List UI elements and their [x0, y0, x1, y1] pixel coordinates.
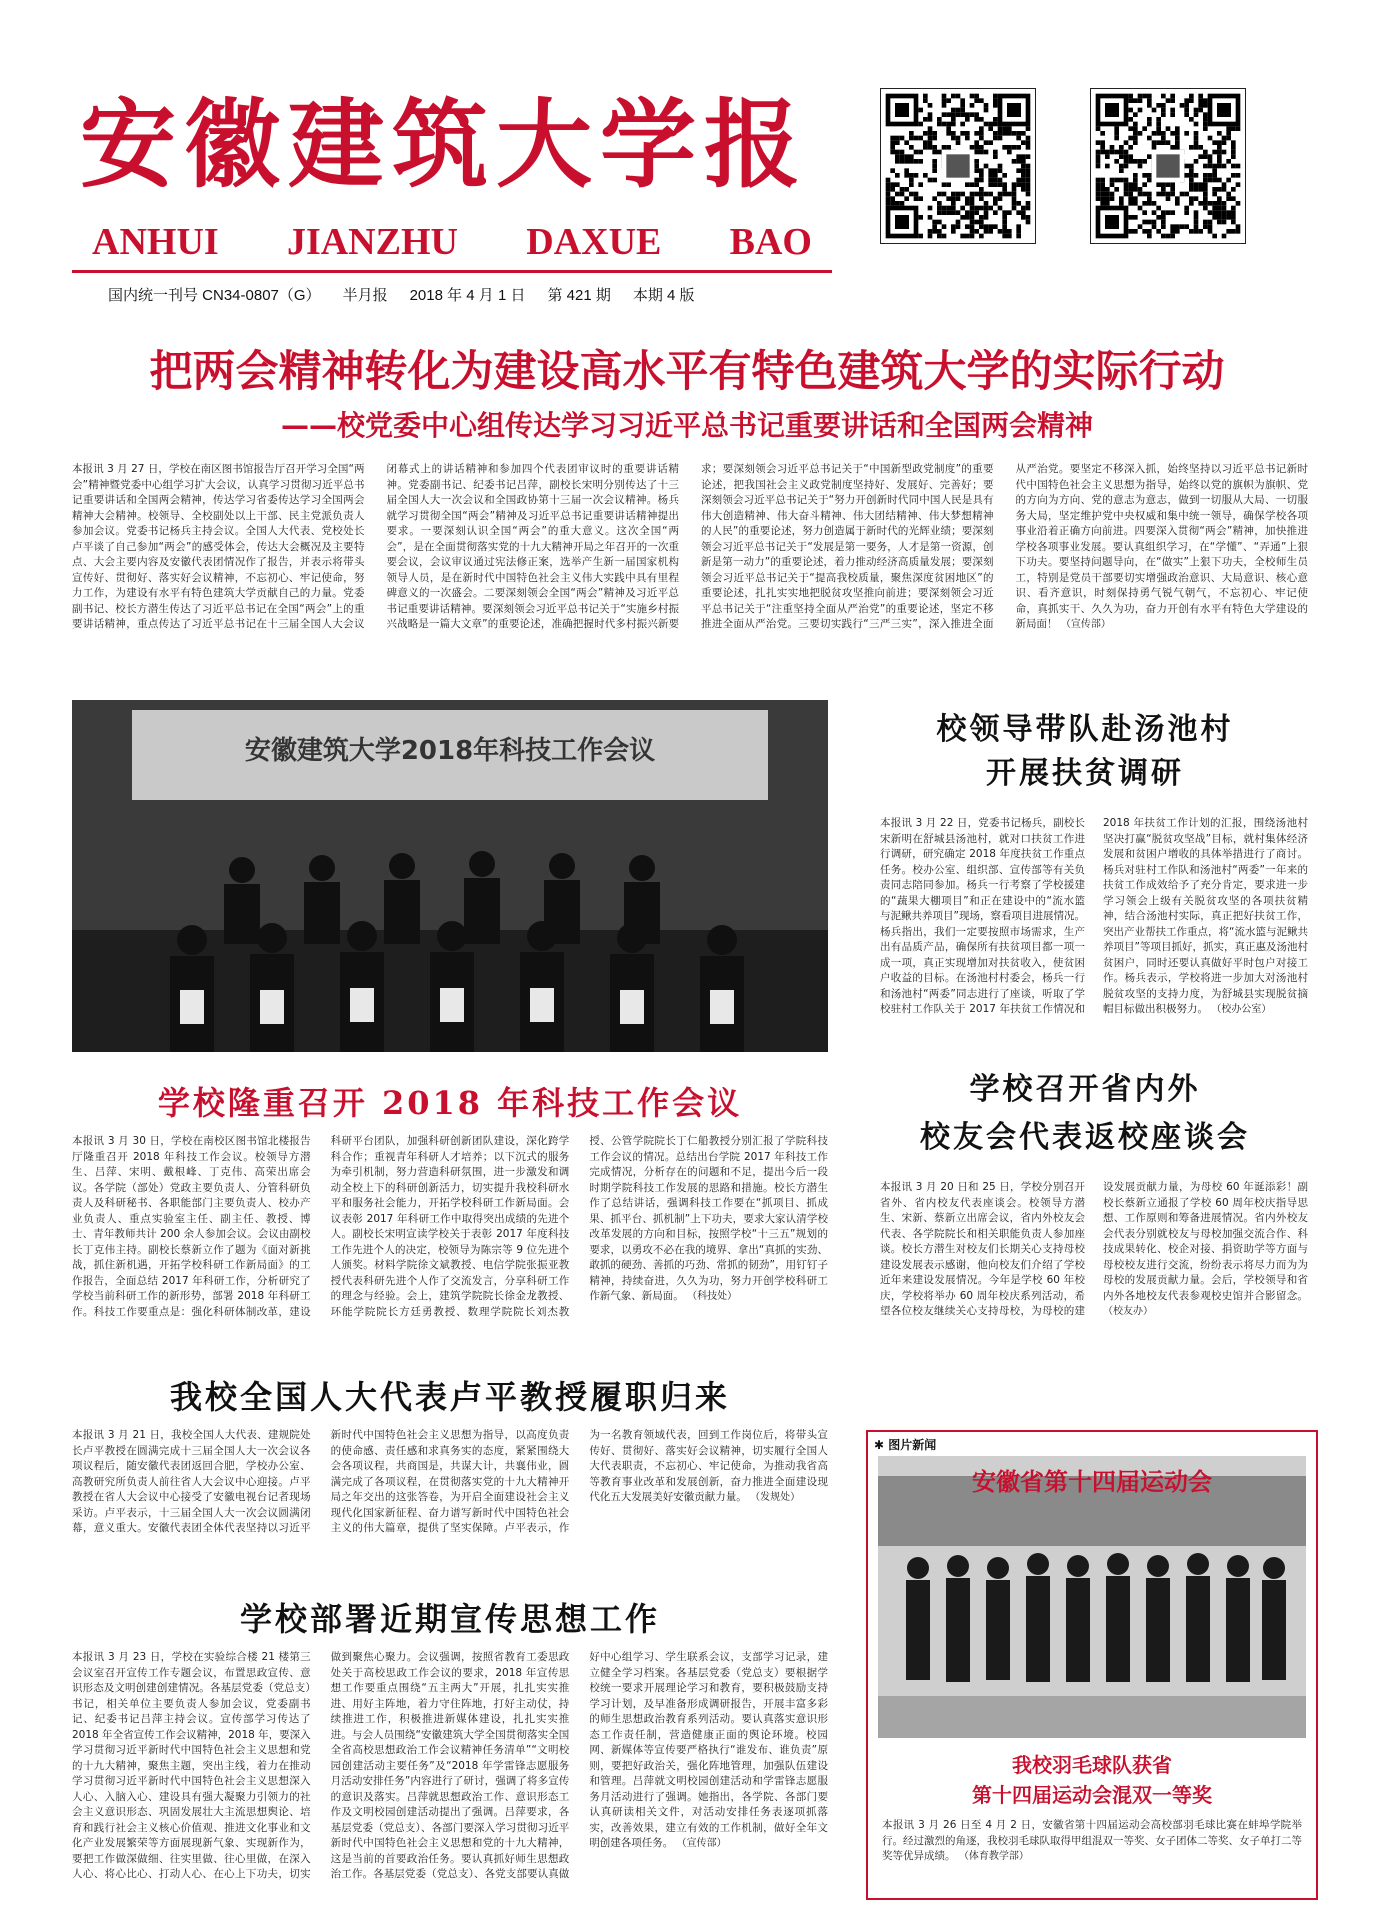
article-sign: （体育教学部） — [958, 1851, 1029, 1862]
article-title — [860, 1066, 1310, 1162]
issue-number: 第 421 期 — [547, 287, 611, 304]
article-body: 本报讯 3 月 22 日，党委书记杨兵，副校长宋新明在舒城县汤池村，就对口扶贫工作进行调研，研究确定 2018 年度扶贫工作重点任务。校办公室、组织部、宣传部等有关负责同志陪同参加。杨兵一行考察了学校援建的“蔬果大棚项目”和正在建设中的“流水篮与泥鳅共养项目”现场，察看项目进展情况。杨兵指出，我们一定要按照市场需求，生产出有品质产品，确保所有扶贫项目都一项一成一项，真正实现增加对扶贫收入，使贫困户收益的目标。在汤池村村委会，杨兵一行和汤池村“两委”同志进行了座谈，听取了学校驻村工作队关于 2017 年扶贫工作情况和 2018 年扶贫工作计划的汇报，围绕汤池村坚决打赢“脱贫攻坚战”目标，就村集体经济发展和贫困户增收的具体举措进行了商讨。杨兵对驻村工作队和汤池村“两委”一年来的扶贫工作成效给予了充分肯定，要求进一步学习领会上级有关脱贫攻坚的各项扶贫精神，结合汤池村实际，真正把好扶贫工作，突出产业帮扶工作重点，将“流水篮与泥鳅共养项目”等项目抓好，抓实，真正惠及汤池村贫困户，同时还要认真做好平时包户对接工作。杨兵表示，学校将进一步加大对汤池村脱贫攻坚的支持力度，为舒城县实现脱贫摘帽目标做出积极努力。 — [880, 817, 1308, 1015]
masthead — [80, 90, 840, 210]
npc-article — [72, 1428, 828, 1574]
newspaper-pinyin — [92, 220, 812, 264]
issue-serial: 国内统一刊号 CN34-0807（G） — [108, 287, 321, 304]
publicity-article — [72, 1650, 828, 1896]
photo-news-tag: ✱ 图片新闻 — [874, 1438, 937, 1452]
title-line: 校友会代表返校座谈会 — [920, 1120, 1250, 1155]
title-line: 第十四届运动会混双一等奖 — [972, 1783, 1212, 1807]
article-sign: （宣传部） — [676, 1838, 727, 1849]
issue-info — [108, 284, 828, 305]
issue-pages: 本期 4 版 — [632, 287, 695, 304]
article-body: 本报讯 3 月 20 日和 25 日，学校分别召开省外、省内校友代表座谈会。校领导方潜生、宋新、蔡新立出席会议，省内外校友会代表、各学院院长和相关职能负责人参加座谈。校长方潜生对校友们长期关心支持母校建设发展表示感谢，他向校友们介绍了学校近年来建设发展情况。今年是学校 60 年校庆，学校将举办 60 周年校庆系列活动，希望各位校友继续关心支持母校，为母校的建设发展贡献力量，为母校 60 年诞添彩！副校长蔡新立通报了学校 60 周年校庆指导思想、工作原则和筹备进展情况。省内外校友会代表分别就校友与母校加强交流合作、科技成果转化、校企对接、捐资助学等方面与母校校友进行交流，纷纷表示将尽力而为为母校的发展贡献力量。会后，学校领导和省内外各地校友代表参观校史馆并合影留念。 — [880, 1181, 1308, 1317]
title-line: 开展扶贫调研 — [986, 756, 1184, 791]
photo-banner-text: 安徽建筑大学2018年科技工作会议 — [244, 736, 656, 766]
pinyin-word: BAO — [729, 221, 812, 263]
main-headline: 把两会精神转化为建设高水平有特色建筑大学的实际行动 — [149, 347, 1225, 397]
qr-code-icon — [880, 88, 1036, 244]
article-sign: （科技处） — [687, 1291, 738, 1302]
article-sign: （校办公室） — [1211, 1004, 1272, 1015]
issue-date: 2018 年 4 月 1 日 — [409, 287, 526, 304]
issue-frequency: 半月报 — [342, 287, 388, 304]
article-title: 学校隆重召开 2018 年科技工作会议 — [157, 1084, 743, 1122]
newspaper-title: 安徽建筑大学报 — [80, 88, 808, 201]
photo-news-title — [878, 1750, 1306, 1810]
article-body: 本报讯 3 月 23 日，学校在实验综合楼 21 楼第三会议室召开宣传工作专题会议，布置思政宣传、意识形态及文明创建创建情况。各基层党委（党总支）书记，相关单位主要负责人参加会议，党委副书记、纪委书记吕萍主持会议。宣传部学习传达了 2018 年全省宣传工作会议精神，2018 年，要深入学习贯彻习近平新时代中国特色社会主义思想和党的十九大精神，聚焦主题，突出主线，着力在推动学习贯彻习近平新时代中国特色社会主义思想深入人心、入脑入心、建设具有强大凝聚力引领力的社会主义意识形态、巩固发展壮大主流思想舆论、培育和践行社会主义核心价值观、推进文化事业和文化产业发展繁荣等方面展现新气象、实现新作为，要把工作做深做细、往实里做、往心里做，在深入人心、将心比心、打动人心、在心上下功夫，切实做到聚焦心聚力。会议强调，按照省教育工委思政处关于高校思政工作会议的要求，2018 年宣传思想工作要重点围绕“五主两大”开展，扎扎实实推进、用好主阵地，着力守住阵地，打好主动仗，持续推进工作，积极推进新媒体建设，扎扎实实推进。与会人员围绕“安徽建筑大学全国贯彻落实全国全省高校思想政治工作会议精神任务清单”“文明校园创建活动主要任务”及“2018 年学雷锋志愿服务月活动安排任务”内容进行了研讨，强调了将多宣传的意识及落实。吕萍就思想政治工作、意识形态工作及文明校园创建活动提出了强调。吕萍要求，各基层党委（党总支）、各部门要深入学习贯彻习近平新时代中国特色社会主义思想和党的十九大精神，这是当前的首要政治任务。要认真抓好师生思想政治工作。各基层党委（党总支）、各党支部要认真做好中心组学习、学生联系会议，支部学习记录，建立健全学习档案。各基层党委（党总支）要根据学校统一要求开展理论学习和教育，要积极鼓励支持学习计划，及早准备形成调研报告，开展丰富多彩的师生思想政治教育系列活动。要认真落实意识形态工作责任制，营造健康正面的舆论环境。校园网、新媒体等宣传要严格执行“谁发布、谁负责”原则，要把好政治关，强化阵地管理，加强队伍建设和管理。吕萍就文明校园创建活动和学雷锋志愿服务月活动进行了强调。她指出，各学院、各部门要认真研读相关文件，对活动安排任务表逐项抓落实，改善效果，建立有效的工作机制，做好全年文明创建各项任务。 — [72, 1651, 828, 1880]
article-sign: （校友办） — [1103, 1306, 1153, 1317]
masthead-rule — [72, 270, 832, 273]
title-line: 校领导带队赴汤池村 — [936, 712, 1234, 747]
article-sign: （宣传部） — [1060, 619, 1111, 630]
conference-photo — [72, 700, 828, 1052]
title-line: 我校羽毛球队获省 — [1012, 1753, 1172, 1777]
camera-icon: ✱ — [874, 1438, 885, 1452]
tech-article — [72, 1134, 828, 1356]
qr-code-icon — [1090, 88, 1246, 244]
article-body: 本报讯 3 月 26 日至 4 月 2 日，安徽省第十四届运动会高校部羽毛球比赛在蚌埠学院举行。经过激烈的角逐，我校羽毛球队取得甲组混双一等奖、女子团体二等奖、女子单打二等奖等优异成绩。 — [882, 1819, 1302, 1862]
pinyin-word: ANHUI — [92, 221, 219, 263]
poverty-article — [880, 816, 1308, 1056]
photo-news-body — [882, 1818, 1302, 1890]
main-subheadline: ——校党委中心组传达学习习近平总书记重要讲话和全国两会精神 — [280, 409, 1093, 442]
photo-banner-text: 安徽省第十四届运动会 — [972, 1467, 1212, 1496]
pinyin-word: JIANZHU — [286, 221, 458, 263]
pinyin-word: DAXUE — [526, 221, 662, 263]
article-body: 本报讯 3 月 27 日，学校在南区图书馆报告厅召开学习全国“两会”精神暨党委中心组学习扩大会议，认真学习贯彻习近平总书记重要讲话和全国两会精神，传达学习省委传达学习全国两会精神大会精神。校领导、全校副处以上干部、民主党派负责人参加会议。党委书记杨兵主持会议。全国人大代表、党校处长卢平谈了自己参加“两会”的感受体会，传达大会概况及主要特点、大会主要内容及安徽代表团情况作了报告，并表示将带头宣传好、贯彻好、落实好会议精神，不忘初心、牢记使命，努力工作，为建设有水平有特色建筑大学贡献自己的力量。党委副书记、校长方潜生传达了习近平总书记在全国“两会”上的重要讲话精神，重点传达了习近平总书记在十三届全国人大会议闭幕式上的讲话精神和参加四个代表团审议时的重要讲话精神。党委副书记、纪委书记吕萍，副校长宋明分别传达了十三届全国人大一次会议和全国政协第十三届一次会议精神。杨兵就学习贯彻全国“两会”精神及习近平总书记重要讲话精神提出要求。一要深刻认识全国“两会”的重大意义。这次全国“两会”，是在全面贯彻落实党的十九大精神开局之年召开的一次重要会议，会议审议通过宪法修正案，选举产生新一届国家机构领导人员，是在新时代中国特色社会主义伟大实践中具有里程碑意义的一次盛会。二要深刻领会全国“两会”精神及习近平总书记重要讲话精神。要深刻领会习近平总书记关于“实施乡村振兴战略是一篇大文章”的重要论述，准确把握时代多村振兴新要求；要深刻领会习近平总书记关于“中国新型政党制度”的重要论述，把我国社会主义政党制度坚持好、发展好、完善好；要深刻领会习近平总书记关于“努力开创新时代同中国人民是具有伟大创造精神、伟大奋斗精神、伟大团结精神、伟大梦想精神的人民”的重要论述，努力创造属于新时代的光辉业绩；要深刻领会习近平总书记关于“发展是第一要务，人才是第一资源，创新是第一动力”的重要论述，着力推动经济高质量发展；要深刻领会习近平总书记关于“提高我校质量，聚焦深度贫困地区”的重要论述，扎扎实实地把脱贫攻坚推向前进；要深刻领会习近平总书记关于“注重坚持全面从严治党”的重要论述，坚定不移推进全面从严治党。三要切实践行“三严三实”，深入推进全面从严治党。要坚定不移深入抓，始终坚持以习近平总书记新时代中国特色社会主义思想为指导，始终以党的旗帜为旗帜、党的方向为方向、党的意志为意志，做到一切服从大局、一切服务大局，坚定维护党中央权威和集中统一领导，确保学校各项事业沿着正确方向前进。四要深入贯彻“两会”精神，加快推进学校各项事业发展。要认真组织学习，在“学懂”、“弄通”上狠下功夫。要坚持问题导向，在“做实”上狠下功夫，全校师生员工，特别是党员干部要切实增强政治意识、大局意识、核心意识、看齐意识，时刻保持勇气锐气朝气，不忘初心、牢记使命，真抓实干、久久为功，奋力开创有水平有特色大学建设的新局面！ — [72, 463, 1308, 630]
article-body: 本报讯 3 月 21 日，我校全国人大代表、建规院处长卢平教授在圆满完成十三届全国人大一次会议各项议程后，随安徽代表团返回合肥，学校办公室、高教研究所负责人前往省人大会议中心迎接。卢平教授在省人大会议中心接受了安徽电视台记者现场采访。卢平表示，十三届全国人大一次会议圆满闭幕，意义重大。安徽代表团全体代表坚持以习近平新时代中国特色社会主义思想为指导，以高度负责的使命感、责任感和求真务实的态度，紧紧围绕大会各项议程，共商国是，共谋大计，共襄伟业，圆满完成了各项议程，在贯彻落实党的十九大精神开局之年交出的这张答卷，为开启全面建设社会主义现代化国家新征程、奋力谱写新时代中国特色社会主义的伟大篇章，提供了坚实保障。卢平表示，作为一名教育领域代表，回到工作岗位后，将带头宣传好、贯彻好、落实好会议精神，切实履行全国人大代表职责，不忘初心、牢记使命，为推动我省高等教育事业改革和发展创新，奋力推进全面建设现代化五大发展美好安徽贡献力量。 — [72, 1429, 828, 1534]
article-title — [860, 708, 1310, 796]
badminton-team-photo — [878, 1456, 1306, 1738]
title-line: 学校召开省内外 — [969, 1072, 1201, 1107]
alumni-article — [880, 1180, 1308, 1410]
photo-news-box — [866, 1430, 1318, 1900]
article-body: 本报讯 3 月 30 日，学校在南校区图书馆北楼报告厅隆重召开 2018 年科技工作会议。校领导方潜生、吕萍、宋明、戴根峰、丁克伟、高荣出席会议。各学院（部处）党政主要负责人、分管科研负责人及科研秘书、各职能部门主要负责人、校办产业负责人、重点实验室主任、副主任、教授、博士、青年教师共计 200 余人参加会议。会议由副校长丁克伟主持。副校长蔡新立作了题为《面对新挑战，抓住新机遇，开拓学校科研工作新局面》的工作报告，全面总结 2017 年科研工作，分析研究了学校当前科研工作的新形势，部署 2018 年科研工作。科技工作要重点是：强化科研体制改革，建设科研平台团队，加强科研创新团队建设，深化跨学科合作；重视青年科研人才培养；以下沉式的服务为牵引机制，努力营造科研氛围，进一步激发和调动全校上下的科研创新活力，切实提升我校科研水平和服务社会能力，开拓学校科研工作新局面。会议表彰 2017 年科研工作中取得突出成绩的先进个人。副校长宋明宣读学校关于表彰 2017 年度科技工作先进个人的决定，校领导为陈宗等 9 位先进个人颁奖。材料学院徐文斌教授、电信学院张振亚教授代表科研先进个人作了交流发言，分享科研工作的理念与经验。会上，建筑学院院长徐金龙教授、环能学院院长方廷勇教授、数理学院院长刘杰教授、公管学院院长丁仁船教授分别汇报了学院科技工作会议的情况。总结出台学院 2017 年科技工作完成情况，分析存在的问题和不足，提出今后一段时期学院科技工作发展的思路和措施。校长方潜生作了总结讲话，强调科技工作要在“抓项目、抓成果、抓平台、抓机制”上下功夫，要求大家认清学校改革发展的方向和目标，按照学校“十三五”规划的要求，以勇攻不必在我的境界、拿出“真抓的实劲、敢抓的硬劲、善抓的巧劲、常抓的韧劲”，用钉钉子精神，持续奋进，久久为功，努力开创学校科研工作新气象、新局面。 — [72, 1135, 828, 1318]
article-sign: （发规处） — [750, 1492, 801, 1503]
article-title: 我校全国人大代表卢平教授履职归来 — [169, 1378, 730, 1416]
article-title: 学校部署近期宣传思想工作 — [239, 1600, 660, 1638]
lead-article — [72, 462, 1308, 678]
